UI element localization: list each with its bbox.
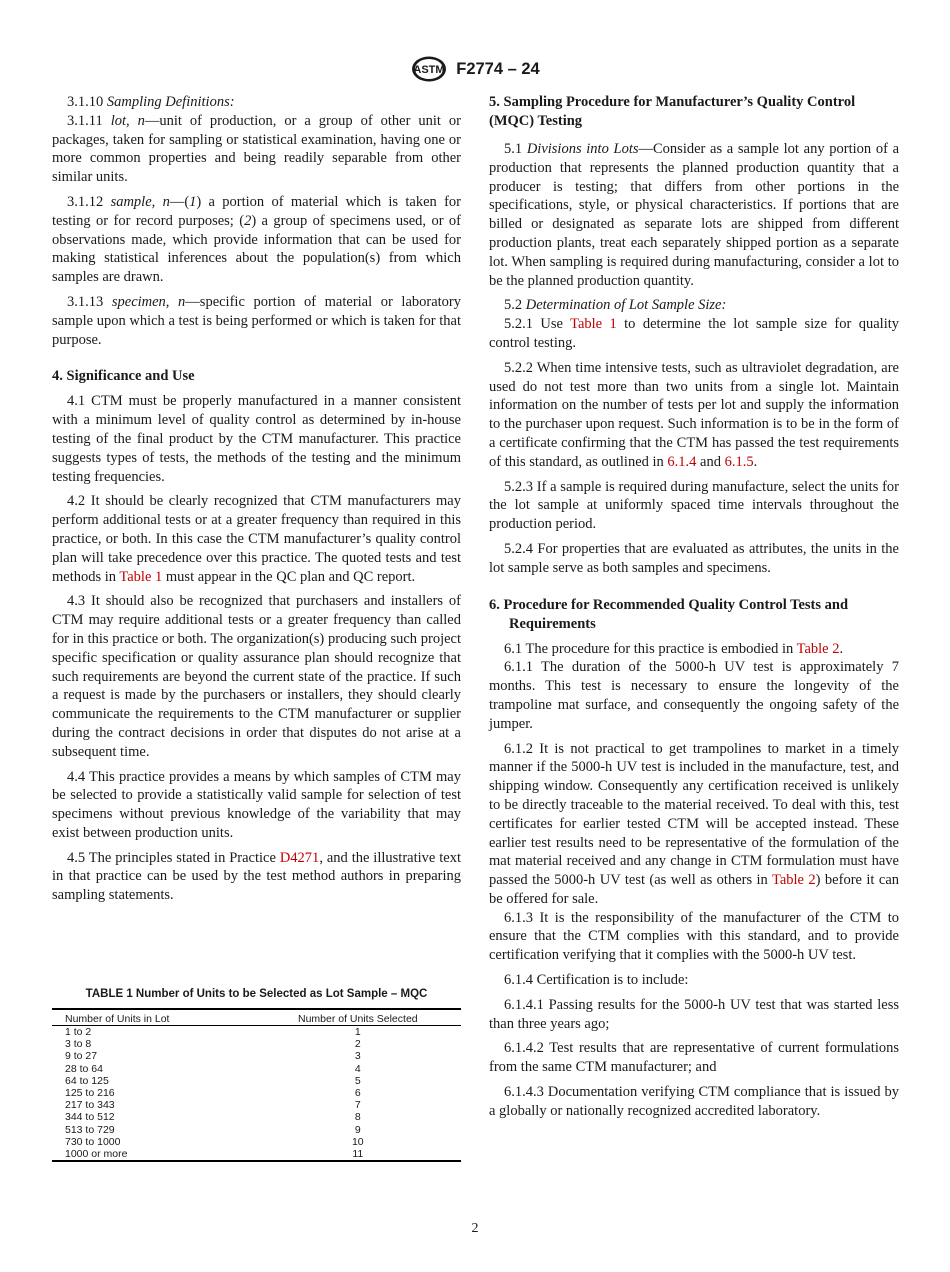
column-header-lot: Number of Units in Lot	[52, 1009, 255, 1026]
table-row	[52, 1136, 461, 1148]
table-1	[52, 1008, 461, 1162]
table-row	[52, 1050, 461, 1062]
table-header-row	[52, 1009, 461, 1026]
cell-units-in-lot: 28 to 64	[65, 1062, 103, 1075]
para-5-2-1: 5.2.1 Use Table 1 to determine the lot sample size for quality control testing.	[489, 316, 899, 351]
right-column	[489, 93, 899, 1121]
cell-units-selected: 3	[354, 1050, 361, 1063]
cell-units-selected: 7	[354, 1099, 361, 1112]
para-6-1-4-3: 6.1.4.3 Documentation verifying CTM compliance that is issued by a globally or nationally recognized accredited laboratory.	[489, 1084, 899, 1119]
para-4-3: 4.3 It should also be recognized that purchasers and installers of CTM may require additional tests or a greater frequency than called for in this practice or both. The organization(s) producing such project specific specification or quality assurance plan should recognize that such requirements are beyond the current state of the practice. If such a request is made by the purchasers or installers, they should clearly communicate the requirements to the CTM manufacturer or supplier during the contract decisions in order that disputes do not arise at a subsequent time.	[52, 593, 461, 760]
table-row	[52, 1026, 461, 1039]
table-row	[52, 1075, 461, 1087]
para-3-1-10: 3.1.10 Sampling Definitions:	[67, 94, 235, 110]
cell-units-selected: 10	[351, 1135, 364, 1148]
cell-units-in-lot: 1 to 2	[65, 1026, 92, 1038]
document-id: F2774 – 24	[456, 59, 540, 78]
para-5-2: 5.2 Determination of Lot Sample Size:	[504, 297, 727, 314]
para-4-1: 4.1 CTM must be properly manufactured in a manner consistent with a minimum level of quality control as determined by in-house testing of the final product by the CTM manufacturer. This practice suggests types of tests, the methods of the testing and the minimum testing frequencies.	[52, 393, 461, 485]
para-4-5: 4.5 The principles stated in Practice D4271, and the illustrative text in that practice can be used by the test method authors in preparing sampling statements.	[52, 849, 461, 904]
cell-units-in-lot: 344 to 512	[65, 1111, 115, 1124]
cell-units-selected: 6	[354, 1087, 361, 1100]
cell-units-selected: 1	[354, 1026, 361, 1038]
para-6-1-4: 6.1.4 Certification is to include:	[504, 972, 689, 989]
table-1-link[interactable]: Table 1	[570, 316, 617, 333]
table-row	[52, 1087, 461, 1099]
para-6-1-1: 6.1.1 The duration of the 5000-h UV test is approximately 7 months. This test is necessary to ensure the longevity of the trampoline mat surface, and consequently the ongoing safety of the jumper.	[489, 659, 899, 732]
para-3-1-13: 3.1.13 specimen, n—specific portion of material or laboratory sample upon which a test is being performed or which is taken for that purpose.	[52, 293, 462, 348]
cell-units-in-lot: 217 to 343	[65, 1099, 115, 1112]
table-1-title: TABLE 1 Number of Units to be Selected as Lot Sample – MQC	[85, 988, 428, 1000]
d4271-link[interactable]: D4271	[279, 849, 320, 866]
para-4-4: 4.4 This practice provides a means by which samples of CTM may be selected to provide a statistically valid sample for selection of test specimens without previous knowledge of the variability that may exist between production units.	[52, 768, 461, 841]
section-6-heading: 6. Procedure for Recommended Quality Control Tests and Requirements	[489, 596, 849, 632]
section-6-1-5-link[interactable]: 6.1.5	[724, 453, 754, 470]
para-5-1: 5.1 Divisions into Lots—Consider as a sample lot any portion of a production that represents the planned production quantity that a producer is testing; that differs from other portions in the specifications, style, or physical characteristics. If portions that are billed or designated as separate lots are shipped from different production plants, treat each separately shipped portion as a separate lot. When sampling is required during manufacturing, consider a lot to be the planned production quantity.	[489, 141, 900, 289]
cell-units-in-lot: 125 to 216	[65, 1087, 115, 1100]
para-6-1-3: 6.1.3 It is the responsibility of the manufacturer of the CTM to ensure that the CTM complies with this standard, and to provide certification verifying that it complies with the 5000-h UV test.	[489, 909, 899, 964]
cell-units-in-lot: 1000 or more	[52, 1148, 255, 1161]
table-row	[52, 1148, 461, 1161]
para-5-2-2: 5.2.2 When time intensive tests, such as ultraviolet degradation, are used do not test more than two units from a single lot. Maintain information on the number of tests per lot and supply the information to the purchaser upon request. Such information is to be in the form of a certificate confirming that the CTM has passed the test requirements of this standard, as outlined in 6.1.4 and 6.1.5.	[489, 359, 899, 470]
table-row	[52, 1038, 461, 1050]
table-row	[52, 1111, 461, 1123]
cell-units-in-lot: 3 to 8	[65, 1038, 92, 1051]
para-5-2-3: 5.2.3 If a sample is required during manufacture, select the units for the lot sample at uniformly spaced time intervals throughout the production period.	[489, 478, 899, 533]
cell-units-in-lot: 513 to 729	[65, 1123, 115, 1136]
table-row	[52, 1063, 461, 1075]
page-header	[0, 55, 950, 83]
table-row	[52, 1124, 461, 1136]
cell-units-in-lot: 9 to 27	[65, 1050, 98, 1063]
para-6-1: 6.1 The procedure for this practice is embodied in Table 2.	[504, 640, 844, 657]
section-4-heading: 4. Significance and Use	[52, 368, 195, 385]
cell-units-selected: 4	[354, 1062, 361, 1075]
para-6-1-4-1: 6.1.4.1 Passing results for the 5000-h UV test that was started less than three years ago;	[489, 996, 899, 1032]
cell-units-selected: 8	[354, 1111, 361, 1124]
table-row	[52, 1099, 461, 1111]
cell-units-selected: 11	[255, 1148, 461, 1161]
table-1-link[interactable]: Table 1	[119, 568, 163, 585]
para-6-1-2: 6.1.2 It is not practical to get trampolines to market in a timely manner if the 5000-h UV test is included in the manufacture, test, and shipping window. Consequently any certification received is unlikely to be directly traceable to the material received. To deal with this, test certificates for earlier tested CTM will be accepted instead. These earlier test results need to be representative of the formulation of the mat material received and any change in CTM formulation must have passed the 5000-h UV test (as well as others in Table 2) before it can be offered for sale.	[489, 740, 900, 907]
table-2-link[interactable]: Table 2	[796, 640, 840, 657]
para-6-1-4-2: 6.1.4.2 Test results that are representative of current formulations from the same CTM manufacturer; and	[489, 1040, 899, 1076]
left-column	[52, 93, 461, 905]
logo-text: ASTM	[413, 64, 445, 76]
astm-logo-icon	[410, 55, 448, 83]
section-5-heading: 5. Sampling Procedure for Manufacturer’s Quality Control (MQC) Testing	[489, 94, 856, 129]
cell-units-selected: 5	[354, 1074, 361, 1087]
para-3-1-11: 3.1.11 lot, n—unit of production, or a group of other unit or packages, taken for sampling or statistical examination, having one or more common properties and being readily separable from other similar units.	[52, 112, 461, 186]
section-6-1-4-link[interactable]: 6.1.4	[667, 453, 697, 470]
cell-units-selected: 2	[354, 1038, 361, 1051]
page-number: 2	[471, 1221, 479, 1236]
para-3-1-12: 3.1.12 sample, n—(1) a portion of material which is taken for testing or for record purposes; (2) a group of specimens used, or of observations made, which provide information that can be used for making statistical inferences about the population(s) from which samples are drawn.	[52, 193, 461, 286]
para-5-2-4: 5.2.4 For properties that are evaluated as attributes, the units in the lot sample serve as both samples and specimens.	[489, 540, 899, 576]
cell-units-in-lot: 64 to 125	[65, 1074, 109, 1087]
cell-units-selected: 9	[354, 1123, 361, 1136]
table-2-link[interactable]: Table 2	[771, 872, 816, 889]
column-header-selected: Number of Units Selected	[255, 1009, 461, 1026]
para-4-2: 4.2 It should be clearly recognized that CTM manufacturers may perform additional tests or at a greater frequency than required in this practice, or both. In this case the CTM manufacturer’s quality control plan will take precedence over this practice. The quoted tests and test methods in Table 1 must appear in the QC plan and QC report.	[52, 493, 461, 585]
cell-units-in-lot: 730 to 1000	[65, 1135, 121, 1148]
